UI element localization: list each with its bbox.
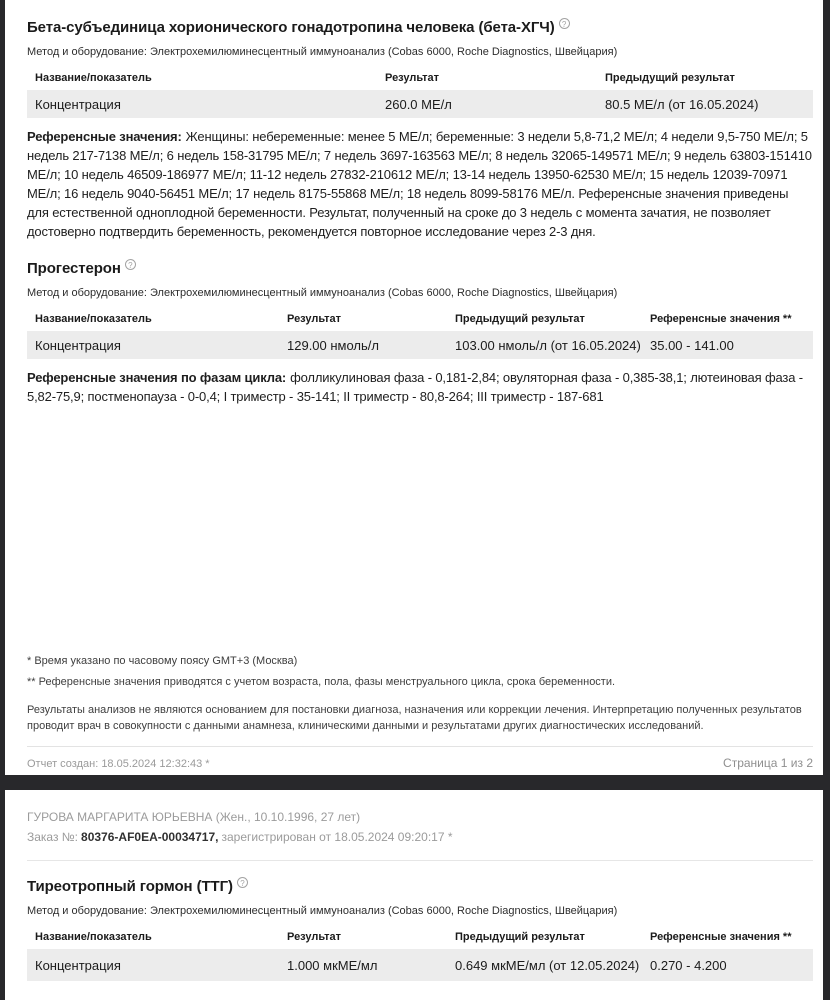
footer-divider — [27, 746, 813, 747]
section-progesterone-method: Метод и оборудование: Электрохемилюминесцентный иммуноанализ (Cobas 6000, Roche Diagnostics, Швейцария) — [27, 287, 618, 299]
section-tsh-method: Метод и оборудование: Электрохемилюминесцентный иммуноанализ (Cobas 6000, Roche Diagnostics, Швейцария) — [27, 905, 618, 917]
cell-result: 1.000 мкМЕ/мл — [287, 957, 378, 973]
order-label: Заказ №: — [27, 830, 79, 844]
reference-text: Женщины: небеременные: менее 5 МЕ/л; беременные: 3 недели 5,8-71,2 МЕ/л; 4 недели 9,5-750 МЕ/л; 5 недель 217-7138 МЕ/л; 6 недель 158-31795 МЕ/л; 7 недель 3697-163563 МЕ/л; 8 недель 32065-149571 МЕ/л; 9 недель 63803-151410 МЕ/л; 10 недель 46509-186977 МЕ/л; 11-12 недель 27832-210612 МЕ/л; 13-14 недель 13950-62530 МЕ/л; 15 недель 12039-70971 МЕ/л; 16 недель 9040-56451 МЕ/л; 17 недель 8175-55868 МЕ/л; 18 недель 8099-58176 МЕ/л. Референсные значения приведены для естественной одноплодной беременности. Результат, полученный на сроке до 3 недель с момента зачатия, не позволяет достоверно подтвердить беременность, рекомендуется повторное исследование через 2-3 дня. — [27, 129, 812, 239]
cell-parameter: Концентрация — [35, 337, 121, 353]
section-progesterone-title — [27, 259, 813, 277]
disclaimer-text: Результаты анализов не являются основанием для постановки диагноза, назначения или коррекции лечения. Интерпретацию полученных результатов проводит врач в совокупности с данными анамнеза, клиническими данными и результатами других диагностических исследований. — [27, 704, 802, 732]
column-header: Предыдущий результат — [605, 72, 735, 84]
report-page-1 — [5, 0, 823, 775]
cell-previous-result: 80.5 МЕ/л (от 16.05.2024) — [605, 96, 759, 112]
cell-parameter: Концентрация — [35, 96, 121, 112]
reference-label: Референсные значения: — [27, 129, 182, 144]
help-icon[interactable]: ? — [559, 18, 570, 29]
reference-label: Референсные значения по фазам цикла: — [27, 370, 287, 385]
tsh-table-row — [27, 949, 813, 981]
column-header: Название/показатель — [35, 931, 152, 943]
page-number: Страница 1 из 2 — [723, 756, 813, 770]
progesterone-table-header — [27, 313, 813, 331]
order-number: 80376-AF0EA-00034717, — [81, 830, 219, 844]
column-header: Результат — [385, 72, 440, 84]
column-header: Предыдущий результат — [455, 931, 585, 943]
column-header: Референсные значения ** — [650, 931, 792, 943]
report-created-timestamp: Отчет создан: 18.05.2024 12:32:43 * — [27, 758, 210, 770]
hcg-table-header — [27, 72, 813, 90]
cell-reference-range: 35.00 - 141.00 — [650, 337, 734, 353]
section-hcg-method: Метод и оборудование: Электрохемилюминесцентный иммуноанализ (Cobas 6000, Roche Diagnostics, Швейцария) — [27, 46, 618, 58]
hcg-reference-values — [27, 127, 813, 241]
tsh-table-header — [27, 931, 813, 949]
patient-divider — [27, 860, 813, 861]
progesterone-table-row — [27, 331, 813, 359]
progesterone-reference-values — [27, 368, 813, 406]
section-progesterone-title-text: Прогестерон — [27, 260, 121, 277]
footnote-reference: ** Референсные значения приводятся с учетом возраста, пола, фазы менструального цикла, срока беременности. — [27, 676, 616, 688]
cell-previous-result: 103.00 нмоль/л (от 16.05.2024) — [455, 337, 641, 353]
cell-previous-result: 0.649 мкМЕ/мл (от 12.05.2024) — [455, 957, 640, 973]
help-icon[interactable]: ? — [237, 877, 248, 888]
patient-name: ГУРОВА МАРГАРИТА ЮРЬЕВНА (Жен., 10.10.1996, 27 лет) — [27, 810, 361, 824]
order-info — [27, 830, 813, 844]
column-header: Результат — [287, 313, 342, 325]
section-tsh-title-text: Тиреотропный гормон (ТТГ) — [27, 878, 233, 895]
order-registered: зарегистрирован от 18.05.2024 09:20:17 * — [221, 830, 453, 844]
section-hcg-title — [27, 0, 813, 36]
section-hcg — [27, 0, 813, 241]
section-progesterone — [27, 259, 813, 406]
page1-footer — [27, 756, 813, 770]
section-hcg-title-text: Бета-субъединица хорионического гонадотропина человека (бета-ХГЧ) — [27, 19, 555, 36]
column-header: Название/показатель — [35, 72, 152, 84]
cell-parameter: Концентрация — [35, 957, 121, 973]
cell-result: 260.0 МЕ/л — [385, 96, 452, 112]
column-header: Результат — [287, 931, 342, 943]
cell-result: 129.00 нмоль/л — [287, 337, 379, 353]
hcg-table-row — [27, 90, 813, 118]
column-header: Референсные значения ** — [650, 313, 792, 325]
patient-header — [27, 790, 813, 861]
section-tsh — [27, 877, 813, 981]
cell-reference-range: 0.270 - 4.200 — [650, 957, 727, 973]
report-page-2 — [5, 790, 823, 1000]
page1-bottom-block — [27, 655, 813, 770]
column-header: Название/показатель — [35, 313, 152, 325]
reference-text: фолликулиновая фаза - 0,181-2,84; овуляторная фаза - 0,385-38,1; лютеиновая фаза - 5,82-75,9; постменопауза - 0-0,4; I триместр - 35-141; II триместр - 80,8-264; III триместр - 187-681 — [27, 370, 803, 404]
section-tsh-title — [27, 877, 813, 895]
footnote-timezone: * Время указано по часовому поясу GMT+3 (Москва) — [27, 655, 298, 667]
column-header: Предыдущий результат — [455, 313, 585, 325]
help-icon[interactable]: ? — [125, 259, 136, 270]
